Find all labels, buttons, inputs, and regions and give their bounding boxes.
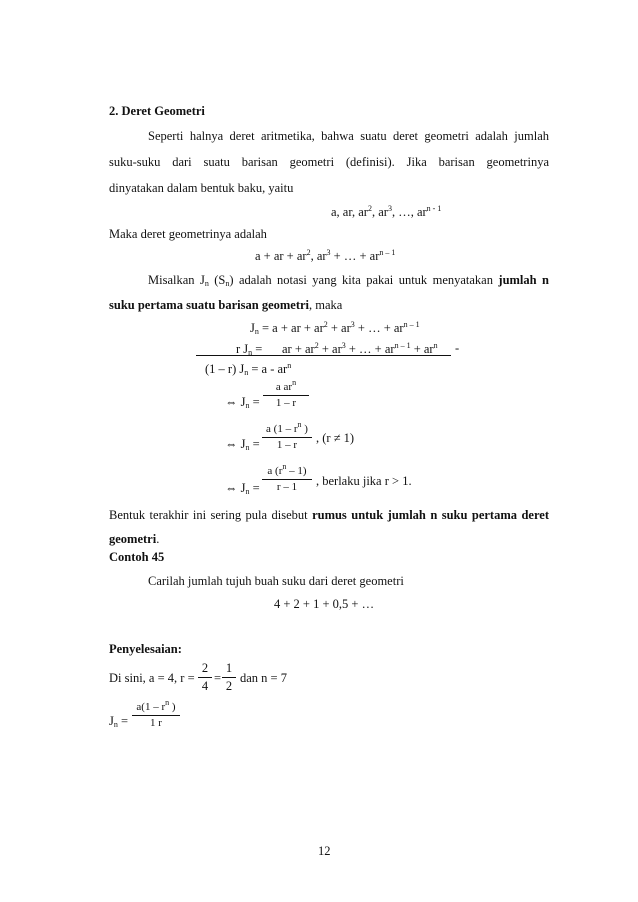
solution-given-a: Di sini, a = 4, r =	[109, 671, 195, 685]
iff-icon: ⇔	[225, 481, 238, 495]
step2-fraction: a ($1 - r^n$ ) 1 – r	[262, 424, 312, 451]
page-number: 12	[318, 844, 331, 858]
solution-title: Penyelesaian:	[109, 642, 182, 656]
fraction-2-over-4: 2 4	[198, 662, 212, 692]
step3-lhs: ⇔ $J_n$ =	[225, 481, 260, 496]
section-title: 2. Deret Geometri	[109, 104, 205, 118]
sequence-formula: a, ar, $ar^2$, $ar^3$, …, $ar^{n - 1}$	[331, 204, 442, 219]
step3-condition: , berlaku jika r > 1.	[316, 474, 412, 488]
example-title: Contoh 45	[109, 550, 165, 564]
step2-lhs: ⇔ $J_n$ =	[225, 437, 260, 452]
equals-sign: =	[214, 671, 222, 685]
para3-line1: Bentuk terakhir ini sering pula disebut rumus untuk jumlah n suku pertama deret	[109, 508, 549, 522]
step1-fraction: a $ar^n$ 1 – r	[263, 382, 309, 409]
maka-line: Maka deret geometrinya adalah	[109, 227, 267, 241]
equation-result: (1 – r) $J_n = a - ar^n$	[205, 361, 292, 377]
fraction-1-over-2: 1 2	[222, 662, 236, 692]
iff-icon: ⇔	[225, 437, 238, 451]
solution-jn-lhs: $J_n$ =	[109, 714, 129, 729]
subtraction-sign: -	[455, 341, 460, 355]
equation-r-jn-rhs: ar + $ar^2 + ar^3$ + … + $ar^{n - 1} + ar^n$	[282, 341, 438, 356]
para1-line1: Seperti halnya deret aritmetika, bahwa suatu deret geometri adalah jumlah	[148, 129, 549, 143]
step2-condition: , (r ≠ 1)	[316, 431, 355, 445]
solution-jn-fraction: $a(1 - r^n$ ) 1 r	[132, 702, 180, 729]
iff-icon: ⇔	[225, 395, 238, 409]
subtraction-line	[196, 355, 451, 356]
para1-line2: suku-suku dari suatu barisan geometri (definisi). Jika barisan geometrinya	[109, 155, 549, 169]
solution-given-n: dan n = 7	[240, 671, 287, 685]
para2-line1: Misalkan $J_n$ $(S_n)$ adalah notasi yang kita pakai untuk menyatakan jumlah n	[148, 273, 549, 288]
para1-line3: dinyatakan dalam bentuk baku, yaitu	[109, 181, 294, 195]
equation-jn: $J_n = a$ + ar + $ar^2 + ar^3$ + … + $ar^{n - 1}$	[250, 320, 420, 336]
example-text: Carilah jumlah tujuh buah suku dari deret geometri	[148, 574, 404, 588]
example-series: 4 + 2 + 1 + 0,5 + …	[274, 597, 375, 611]
step1-lhs: ⇔ $J_n$ =	[225, 395, 260, 410]
para2-line2: suku pertama suatu barisan geometri, maka	[109, 298, 343, 312]
equation-r-jn: r $J_n$ =	[236, 342, 263, 357]
series-formula: a + ar + $ar^2$, $ar^3$ + … + $ar^{n - 1}$	[255, 248, 396, 263]
step3-fraction: a $(r^n - 1)$ r – 1	[262, 466, 312, 493]
para3-line2: geometri.	[109, 532, 160, 546]
